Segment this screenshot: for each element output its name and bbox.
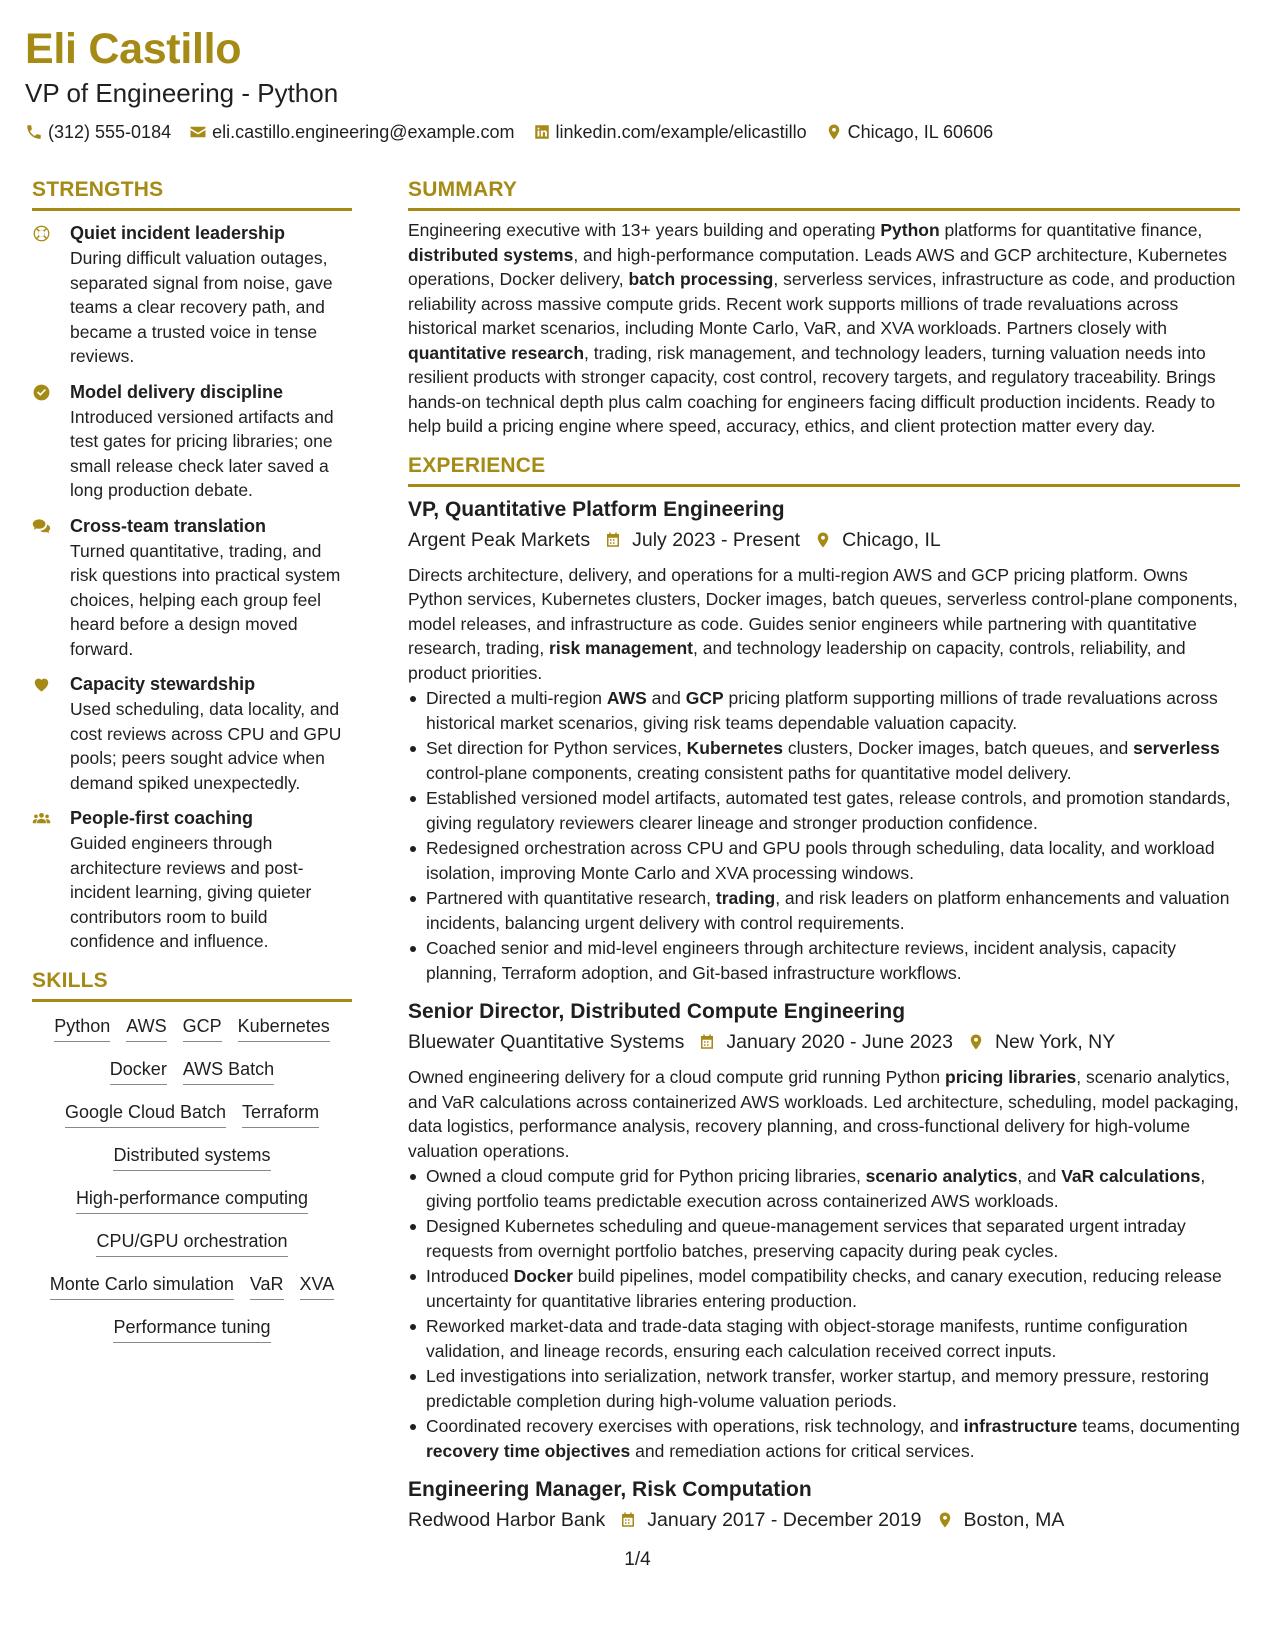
strength-desc: Used scheduling, data locality, and cost reviews across CPU and GPU pools; peers sought advice when demand spiked unexpectedly. [70, 699, 342, 793]
bullet-item: Reworked market-data and trade-data staging with object-storage manifests, runtime configuration validation, and lineage records, ensuring each calculation received correct inputs. [408, 1314, 1240, 1363]
bullet-item: Owned a cloud compute grid for Python pricing libraries, scenario analytics, and VaR calculations, giving portfolio teams predictable execution across containerized AWS workloads. [408, 1164, 1240, 1213]
job-company: Argent Peak Markets [408, 528, 591, 551]
strength-desc: Introduced versioned artifacts and test gates for pricing libraries; one small release check later saved a long production debate. [70, 406, 334, 500]
skills-list [32, 1014, 352, 1343]
job-title: VP, Quantitative Platform Engineering [408, 497, 785, 521]
strength-title: People-first coaching [70, 808, 254, 828]
job-location [814, 525, 941, 555]
skill-tag: Monte Carlo simulation [50, 1272, 234, 1300]
calendar-icon [698, 1033, 716, 1051]
job-company: Redwood Harbor Bank [408, 1509, 606, 1531]
summary-text: , trading, risk management, and technology leaders, turning valuation needs into resilient products with stronger capacity, cost control, recovery targets, and regulatory traceability. Brings hands-on technical depth plus calm coaching for engineers facing difficult production incidents. Ready to help build a pricing engine where speed, accuracy, ethics, and client protection matter every day. [408, 342, 1216, 436]
map-marker-icon [967, 1033, 985, 1051]
location-text: Chicago, IL [842, 528, 941, 551]
right-column [408, 176, 1240, 1535]
bullet-item: Set direction for Python services, Kubernetes clusters, Docker images, batch queues, and serverless control-plane components, creating consistent paths for quantitative model delivery. [408, 736, 1240, 785]
summary-paragraph [408, 218, 1240, 439]
job-bullets [408, 1164, 1240, 1463]
skill-row [32, 1186, 352, 1214]
contact-email[interactable] [189, 120, 514, 144]
skill-tag: AWS [126, 1014, 166, 1042]
bullet-item: Redesigned orchestration across CPU and GPU pools through scheduling, data locality, and workload isolation, improving Monte Carlo and XVA processing windows. [408, 836, 1240, 885]
resume-header [25, 22, 1245, 144]
desc-keyword: risk management [549, 638, 693, 658]
skill-row [32, 1014, 352, 1042]
map-marker-icon [814, 531, 832, 549]
skill-tag: CPU/GPU orchestration [96, 1229, 287, 1257]
bullet-item: Coached senior and mid-level engineers through architecture reviews, incident analysis, capacity planning, Terraform adoption, and Git-based infrastructure workflows. [408, 936, 1240, 985]
email-text: eli.castillo.engineering@example.com [212, 122, 515, 142]
summary-text: , and high-performance computation. Leads AWS and GCP architecture, Kubernetes operations, Docker delivery, [408, 244, 1228, 289]
skill-tag: Kubernetes [238, 1014, 330, 1042]
strength-item [32, 514, 352, 662]
heart-icon [32, 675, 51, 694]
skill-tag: Google Cloud Batch [65, 1100, 226, 1128]
skill-tag: Python [54, 1014, 110, 1042]
strength-item [32, 221, 352, 369]
users-icon [32, 809, 51, 828]
summary-keyword: batch processing [628, 269, 774, 289]
bullet-item: Established versioned model artifacts, automated test gates, release controls, and promotion standards, giving regulatory reviewers clearer lineage and stronger production confidence. [408, 786, 1240, 835]
summary-keyword: distributed systems [408, 244, 574, 265]
location-text: Boston, MA [963, 1509, 1065, 1531]
calendar-icon [619, 1511, 637, 1529]
map-marker-icon [936, 1511, 954, 1529]
strengths-heading: STRENGTHS [32, 176, 352, 211]
strength-title: Cross-team translation [70, 515, 267, 536]
strength-desc: During difficult valuation outages, separated signal from noise, gave teams a clear recovery path, and became a trusted voice in tense reviews. [70, 248, 333, 366]
calendar-icon [604, 531, 622, 549]
skills-heading: SKILLS [32, 967, 352, 1002]
bullet-item: Directed a multi-region AWS and GCP pricing platform supporting millions of trade revaluations across historical market scenarios, giving risk teams dependable valuation capacity. [408, 686, 1240, 735]
candidate-role: VP of Engineering - Python [25, 78, 339, 108]
strength-item [32, 380, 352, 503]
page-number [0, 1548, 1275, 1572]
job-location [967, 1027, 1115, 1057]
skill-row [32, 1143, 352, 1171]
job-title: Senior Director, Distributed Compute Engineering [408, 1000, 906, 1023]
bullet-item: Partnered with quantitative research, trading, and risk leaders on platform enhancements and valuation incidents, balancing urgent delivery with control requirements. [408, 886, 1240, 935]
linkedin-icon [533, 123, 551, 141]
skill-tag: Docker [110, 1057, 167, 1085]
bullet-item: Designed Kubernetes scheduling and queue-management services that separated urgent intraday requests from overnight portfolio batches, preserving capacity during peak cycles. [408, 1214, 1240, 1263]
skill-row [32, 1229, 352, 1257]
linkedin-text: linkedin.com/example/elicastillo [555, 122, 807, 142]
job-description [408, 563, 1240, 686]
location-text: Chicago, IL 60606 [847, 122, 994, 142]
job-dates [698, 1027, 953, 1057]
job-location [936, 1505, 1065, 1535]
job-meta [408, 1027, 1240, 1057]
job-meta [408, 1505, 1240, 1535]
contact-phone[interactable] [25, 120, 171, 144]
job-dates [619, 1505, 921, 1535]
job-meta [408, 525, 1240, 555]
skill-tag: XVA [300, 1272, 335, 1300]
bullet-item: Coordinated recovery exercises with operations, risk technology, and infrastructure teams, documenting recovery time objectives and remediation actions for critical services. [408, 1414, 1240, 1463]
contact-linkedin[interactable] [533, 120, 807, 144]
summary-keyword: quantitative research [408, 342, 585, 363]
job-entry [408, 997, 1240, 1463]
dates-text: January 2017 - December 2019 [647, 1509, 922, 1531]
strength-title: Quiet incident leadership [70, 223, 286, 243]
desc-text: , and technology leadership on capacity, controls, reliability, and product priorities. [408, 638, 1186, 683]
skill-tag: AWS Batch [183, 1057, 274, 1085]
bullet-item: Led investigations into serialization, network transfer, worker startup, and memory pressure, restoring predictable completion during high-volume valuation periods. [408, 1364, 1240, 1413]
map-marker-icon [825, 123, 843, 141]
strength-desc: Guided engineers through architecture reviews and post-incident learning, giving quieter contributors room to build confidence and influence. [70, 833, 312, 951]
page-number-text: 1/4 [624, 1549, 651, 1570]
skill-tag: High-performance computing [76, 1186, 308, 1214]
skill-tag: VaR [250, 1272, 284, 1300]
summary-keyword: Python [880, 220, 940, 240]
location-text: New York, NY [994, 1031, 1116, 1053]
check-circle-icon [32, 383, 51, 402]
skill-row [32, 1272, 352, 1300]
job-title: Engineering Manager, Risk Computation [408, 1478, 812, 1501]
skill-row [32, 1100, 352, 1128]
experience-heading: EXPERIENCE [408, 452, 1240, 487]
bullet-item: Introduced Docker build pipelines, model compatibility checks, and canary execution, reducing release uncertainty for quantitative libraries entering production. [408, 1264, 1240, 1313]
skill-row [32, 1315, 352, 1343]
strengths-list [32, 221, 352, 954]
job-entry [408, 495, 1240, 986]
desc-text: Owned engineering delivery for a cloud compute grid running Python [408, 1067, 945, 1087]
job-description [408, 1065, 1240, 1163]
summary-text: platforms for quantitative finance, [939, 220, 1203, 240]
desc-text: , scenario analytics, and VaR calculations across containerized AWS workloads. Led architecture, scheduling, model packaging, data logistics, performance analysis, recovery planning, and cross-functional delivery for high-volume valuation operations. [408, 1067, 1239, 1161]
strength-title: Model delivery discipline [70, 381, 284, 402]
phone-icon [25, 123, 43, 141]
skill-tag: Terraform [242, 1100, 319, 1128]
left-column [32, 176, 352, 1358]
skill-tag: Performance tuning [113, 1315, 270, 1343]
skill-tag: Distributed systems [113, 1143, 270, 1171]
candidate-name: Eli Castillo [25, 25, 242, 73]
lifebuoy-icon [32, 224, 51, 243]
comments-icon [32, 517, 51, 536]
strength-desc: Turned quantitative, trading, and risk questions into practical system choices, helping each group feel heard before a design moved forward. [70, 540, 341, 659]
contact-bar [25, 120, 1245, 144]
job-company: Bluewater Quantitative Systems [408, 1031, 685, 1053]
envelope-icon [189, 123, 207, 141]
job-dates [604, 525, 800, 555]
skill-tag: GCP [183, 1014, 222, 1042]
dates-text: July 2023 - Present [632, 528, 801, 551]
summary-text: , serverless services, infrastructure as code, and production reliability across massive compute grids. Recent work supports millions of trade revaluations across historical market scenarios, including Monte Carlo, VaR, and XVA workloads. Partners closely with [408, 269, 1236, 338]
job-bullets [408, 686, 1240, 985]
contact-location [825, 120, 993, 144]
summary-text: Engineering executive with 13+ years building and operating [408, 220, 881, 240]
job-entry [408, 1475, 1240, 1535]
summary-heading: SUMMARY [408, 176, 1240, 211]
phone-text: (312) 555-0184 [48, 122, 172, 142]
strength-title: Capacity stewardship [70, 674, 256, 694]
desc-keyword: pricing libraries [945, 1067, 1077, 1087]
skill-row [32, 1057, 352, 1085]
dates-text: January 2020 - June 2023 [726, 1031, 953, 1053]
strength-item [32, 672, 352, 795]
desc-text: Directs architecture, delivery, and operations for a multi-region AWS and GCP pricing platform. Owns Python services, Kubernetes clusters, Docker images, batch queues, serverless control-plane components, model releases, and infrastructure as code. Guides senior engineers while partnering with quantitative research, trading, [408, 564, 1238, 658]
strength-item [32, 806, 352, 954]
